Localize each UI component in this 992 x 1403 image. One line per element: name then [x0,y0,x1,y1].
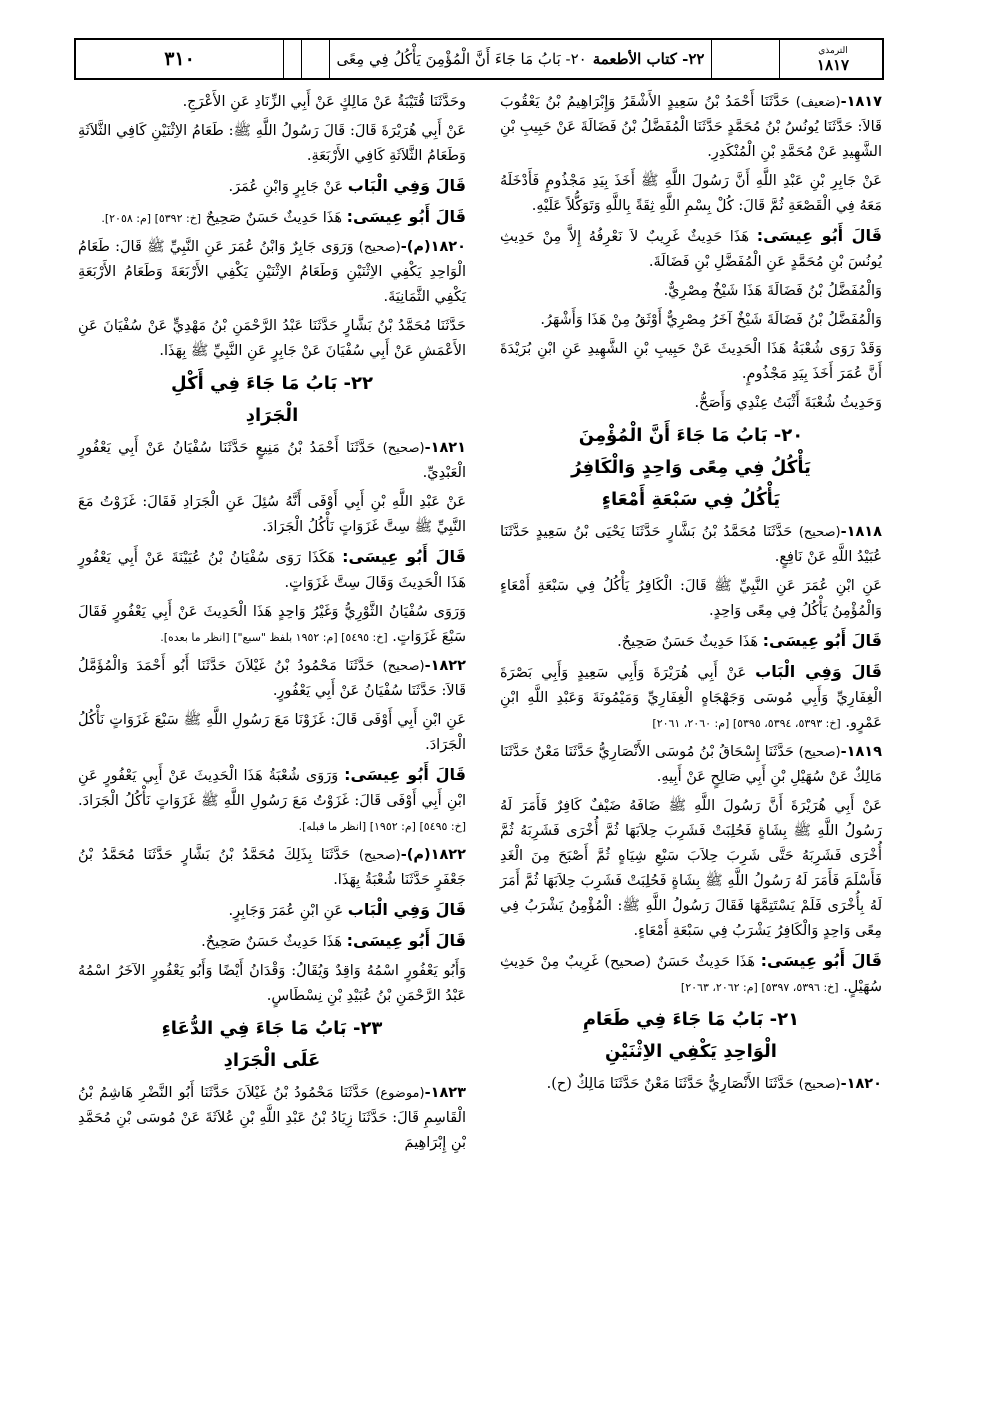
left-column [78,90,466,1160]
chapter-heading-line: يَأْكُلُ فِي مِعًى وَاحِدٍ وَالْكَافِرُ [571,457,811,478]
hadith-1822m [78,843,466,893]
takhrij-ref: [خ: ٥٤٩٥] [م: ١٩٥٢] [انظر ما قبله]. [298,820,466,833]
hadith-1819 [500,740,882,790]
chapter-heading-20 [500,420,882,516]
hadith-sanad: حَدَّثَنَا إِسْحَاقُ بْنُ مُوسَى الأَنْصَارِيُّ حَدَّثَنَا مَعْنٌ حَدَّثَنَا مَالِكٌ عَنْ سُهَيْلِ بْنِ أَبِي صَالِحٍ عَنْ أَبِيهِ. [500,744,882,785]
hadith-1823 [78,1081,466,1156]
hadith-grade: (صحيح) [798,1077,841,1092]
hadith-grade: (صحيح) [382,659,425,674]
hadith-grade: (صحيح) [382,441,425,456]
hadith-sanad: حَدَّثَنَا الأَنْصَارِيُّ حَدَّثَنَا مَعْنٌ حَدَّثَنَا مَالِكٌ (ح). [546,1076,795,1092]
hadith-grade: (صحيح) [358,848,401,863]
takhrij-ref: [خ: ٥٣٩٢] [م: ٢٠٥٨]. [101,212,202,225]
bab-text: عَنْ أَبِي هُرَيْرَةَ وَأَبِي سَعِيدٍ وَأَبِي بَصْرَةَ الْغِفَارِيِّ وَأَبِي مُوسَى وَجَهْجَاهٍ الْغِفَارِيِّ وَمَيْمُونَةَ وَعَبْدِ اللَّهِ ابْنِ عَمْرٍو. [500,665,882,731]
hadith-sanad: حَدَّثَنَا مُحَمَّدُ بْنُ بَشَّارٍ حَدَّثَنَا عَبْدُ الرَّحْمَنِ بْنُ مَهْدِيٍّ عَنْ سُفْيَانَ عَنِ الأَعْمَشِ عَنْ أَبِي سُفْيَانَ عَنْ جَابِرٍ عَنِ النَّبِيِّ ﷺ بِهَذَا. [78,318,466,359]
abu-isa-comment [78,204,466,231]
abu-isa-text: هَكَذَا رَوَى سُفْيَانُ بْنُ عُيَيْنَةَ عَنْ أَبِي يَعْفُورٍ هَذَا الْحَدِيثَ وَقَالَ سِتَّ غَزَوَاتٍ. [78,550,466,591]
note-text: وَرَوَى سُفْيَانُ الثَّوْرِيُّ وَغَيْرُ وَاحِدٍ هَذَا الْحَدِيثَ عَنْ أَبِي يَعْفُورٍ فَقَالَ سَبْعَ غَزَوَاتٍ. [78,604,466,645]
abu-isa-comment [78,928,466,955]
chapter-heading-22 [78,368,466,432]
hadith-1818 [500,520,882,570]
hadith-matn: عَنْ جَابِرِ بْنِ عَبْدِ اللَّهِ أَنَّ رَسُولَ اللَّهِ ﷺ أَخَذَ بِيَدِ مَجْذُومٍ فَأَدْخَلَهُ مَعَهُ فِي الْقَصْعَةِ ثُمَّ قَالَ: كُلْ بِسْمِ اللَّهِ ثِقَةً بِاللَّهِ وَتَوَكُّلاً عَلَيْهِ. [500,173,882,214]
hadith-sanad: وحَدَّثَنَا قُتَيْبَةُ عَنْ مَالِكٍ عَنْ أَبِي الزِّنَادِ عَنِ الأَعْرَجِ. [182,94,466,110]
note [78,600,466,650]
abu-isa-label: قَالَ أَبُو عِيسَى: [756,226,883,245]
abu-isa-text: هَذَا حَدِيثٌ حَسَنٌ صَحِيحٌ [205,210,343,226]
hadith-grade: (صحيح) [358,240,401,255]
hadith-number: ١٨١٧- [840,94,882,110]
hadith-sanad: حَدَّثَنَا أَحْمَدُ بْنُ سَعِيدٍ الأَشْقَرُ وَإِبْرَاهِيمُ بْنُ يَعْقُوبَ قَالاَ: حَدَّثَنَا يُونُسُ بْنُ مُحَمَّدٍ حَدَّثَنَا الْمُفَضَّلُ بْنُ فَضَالَةَ عَنْ حَبِيبِ بْنِ الشَّهِيدِ عَنْ مُحَمَّدِ بْنِ الْمُنْكَدِرِ. [500,94,882,160]
chapter-heading-line: عَلَى الْجَرَادِ [223,1050,321,1071]
hadith-sanad: حَدَّثَنَا مُحَمَّدُ بْنُ بَشَّارٍ حَدَّثَنَا يَحْيَى بْنُ سَعِيدٍ حَدَّثَنَا عُبَيْدُ اللَّهِ عَنْ نَافِعٍ. [500,524,882,565]
note: وَالْمُفَضَّلُ بْنُ فَضَالَةَ شَيْخٌ آخَرُ مِصْرِيٌّ أَوْثَقُ مِنْ هَذَا وَأَشْهَرُ. [540,312,882,328]
abu-isa-label: قَالَ أَبُو عِيسَى: [762,631,882,650]
page-number: ٣١٠ [76,40,284,78]
bab-reference [78,173,466,200]
right-column [500,90,882,1101]
takhrij-ref: [خ: ٥٣٩٦، ٥٣٩٧] [م: ٢٠٦٢، ٢٠٦٣] [680,981,839,994]
chapter-heading-line: ٢٢- بَابُ مَا جَاءَ فِي أَكْلِ [171,373,373,394]
hadith-sanad: حَدَّثَنَا مَحْمُودُ بْنُ غَيْلاَنَ حَدَّثَنَا أَبُو النَّضْرِ هَاشِمُ بْنُ الْقَاسِمِ قَالَ: حَدَّثَنَا زِيَادُ بْنُ عَبْدِ اللَّهِ بْنِ عُلاَثَةَ عَنْ مُوسَى بْنِ مُحَمَّدِ بْنِ إِبْرَاهِيمَ [78,1085,466,1151]
hadith-grade: (صحيح) [798,745,841,760]
collection-reference [780,40,886,78]
hadith-number: ١٨٢٢- [424,658,466,674]
bab-label: قَالَ وَفِي الْبَاب [755,662,883,681]
chapter-heading-23 [78,1013,466,1077]
chapter-title: ٢٠- بَابُ مَا جَاءَ أَنَّ الْمُؤْمِنَ يَأْكُلُ فِي مِعًى [336,50,587,68]
abu-isa-text: وَرَوَى شُعْبَةُ هَذَا الْحَدِيثَ عَنْ أَبِي يَعْفُورٍ عَنِ ابْنِ أَبِي أَوْفَى قَالَ: غَزَوْتُ مَعَ رَسُولِ اللَّهِ ﷺ غَزَوَاتٍ نَأْكُلُ الْجَرَادَ. [78,768,466,809]
abu-isa-label: قَالَ أَبُو عِيسَى: [346,207,466,226]
bab-label: قَالَ وَفِي الْبَاب [347,176,466,195]
hadith-grade: (صحيح) [798,525,841,540]
bab-label: قَالَ وَفِي الْبَاب [347,900,466,919]
bab-text: عَنِ ابْنِ عُمَرَ وَجَابِرٍ. [228,903,344,919]
abu-isa-text: هَذَا حَدِيثٌ غَرِيبٌ لاَ نَعْرِفُهُ إِلاَّ مِنْ حَدِيثِ يُونُسَ بْنِ مُحَمَّدٍ عَنِ الْمُفَضَّلِ بْنِ فَضَالَةَ. [500,229,882,270]
note: وَقَدْ رَوَى شُعْبَةُ هَذَا الْحَدِيثَ عَنْ حَبِيبِ بْنِ الشَّهِيدِ عَنِ ابْنِ بُرَيْدَةَ أَنَّ عُمَرَ أَخَذَ بِيَدِ مَجْذُومٍ. [500,341,882,382]
chapter-heading-line: الْجَرَادِ [245,405,299,426]
note: وَحَدِيثُ شُعْبَةَ أَثْبَتُ عِنْدِي وَأَصَحُّ. [694,395,882,411]
abu-isa-text: هَذَا حَدِيثٌ حَسَنٌ صَحِيحٌ. [201,934,343,950]
hadith-text: وَرَوَى جَابِرٌ وَابْنُ عُمَرَ عَنِ النَّبِيِّ ﷺ قَالَ: طَعَامُ الْوَاحِدِ يَكْفِي الاِثْنَيْنِ وَطَعَامُ الاِثْنَيْنِ يَكْفِي الأَرْبَعَةَ وَطَعَامُ الأَرْبَعَةِ يَكْفِي الثَّمَانِيَةَ. [78,239,466,305]
abu-isa-text: هَذَا حَدِيثٌ حَسَنٌ صَحِيحٌ. [617,634,759,650]
running-title [330,40,712,78]
chapter-heading-line: ٢١- بَابُ مَا جَاءَ فِي طَعَامِ [582,1009,800,1030]
note: وَالْمُفَضَّلُ بْنُ فَضَالَةَ هَذَا شَيْخٌ مِصْرِيٌّ. [663,283,882,299]
abu-isa-comment [78,762,466,839]
hadith-number: ١٨٢٠(م)- [400,239,466,255]
hadith-number: ١٨٢٣- [424,1085,467,1101]
abu-isa-comment [500,948,882,1000]
hadith-sanad: حَدَّثَنَا بِذَلِكَ مُحَمَّدُ بْنُ بَشَّارٍ حَدَّثَنَا مُحَمَّدُ بْنُ جَعْفَرٍ حَدَّثَنَا شُعْبَةُ بِهَذَا. [78,847,466,888]
hadith-1817 [500,90,882,165]
hadith-grade: (موضوع) [375,1086,425,1101]
abu-isa-label: قَالَ أَبُو عِيسَى: [760,951,882,970]
abu-isa-comment [78,544,466,596]
hadith-number: ١٨٢٠- [840,1076,882,1092]
header-divider-cell [712,40,780,78]
abu-isa-comment [500,628,882,655]
hadith-matn: عَنْ أَبِي هُرَيْرَةَ قَالَ: قَالَ رَسُولُ اللَّهِ ﷺ: طَعَامُ الاِثْنَيْنِ كَافِي الثَّلاَثَةِ وَطَعَامُ الثَّلاَثَةِ كَافِي الأَرْبَعَةِ. [78,123,466,164]
chapter-heading-line: ٢٠- بَابُ مَا جَاءَ أَنَّ الْمُؤْمِنَ [578,425,804,446]
takhrij-ref: [خ: ٥٤٩٥] [م: ١٩٥٢ بلفظ "سبع"] [انظر ما بعده]. [160,631,388,644]
hadith-1820 [500,1072,882,1097]
hadith-matn: عَنِ ابْنِ عُمَرَ عَنِ النَّبِيِّ ﷺ قَالَ: الْكَافِرُ يَأْكُلُ فِي سَبْعَةِ أَمْعَاءٍ وَالْمُؤْمِنُ يَأْكُلُ فِي مِعًى وَاحِدٍ. [500,578,883,619]
page-header [74,38,884,80]
hadith-1822 [78,654,466,704]
abu-isa-label: قَالَ أَبُو عِيسَى: [344,765,467,784]
hadith-matn: عَنِ ابْنِ أَبِي أَوْفَى قَالَ: غَزَوْنَا مَعَ رَسُولِ اللَّهِ ﷺ سَبْعَ غَزَوَاتٍ نَأْكُلُ الْجَرَادَ. [78,712,466,753]
hadith-1820m [78,235,466,310]
hadith-1821 [78,436,466,486]
chapter-heading-line: يَأْكُلُ فِي سَبْعَةِ أَمْعَاءٍ [601,489,781,510]
hadith-number: ١٨١٩- [840,744,882,760]
hadith-matn: عَنْ أَبِي هُرَيْرَةَ أَنَّ رَسُولَ اللَّهِ ﷺ ضَافَهُ ضَيْفٌ كَافِرٌ فَأَمَرَ لَهُ رَسُولُ اللَّهِ ﷺ بِشَاةٍ فَحُلِبَتْ فَشَرِبَ حِلاَبَهَا ثُمَّ أُخْرَى فَشَرِبَهُ ثُمَّ أُخْرَى فَشَرِبَهُ حَتَّى شَرِبَ حِلاَبَ سَبْعِ شِيَاهٍ ثُمَّ أَصْبَحَ مِنَ الْغَدِ فَأَسْلَمَ فَأَمَرَ لَهُ رَسُولُ اللَّهِ ﷺ بِشَاةٍ فَحُلِبَتْ فَشَرِبَ حِلاَبَهَا ثُمَّ أَمَرَ لَهُ بِأُخْرَى فَلَمْ يَسْتَتِمَّهَا فَقَالَ رَسُولُ اللَّهِ ﷺ: الْمُؤْمِنُ يَشْرَبُ فِي مِعًى وَاحِدٍ وَالْكَافِرُ يَشْرَبُ فِي سَبْعَةِ أَمْعَاءٍ. [500,798,882,939]
abu-isa-label: قَالَ أَبُو عِيسَى: [342,547,467,566]
hadith-grade: (ضعيف) [795,95,841,110]
chapter-heading-21 [500,1004,882,1068]
takhrij-ref: [خ: ٥٣٩٣، ٥٣٩٤، ٥٣٩٥] [م: ٢٠٦٠، ٢٠٦١] [652,717,841,730]
hadith-number: ١٨٢٢(م)- [400,847,467,863]
hadith-number: ١٨١٨- [840,524,883,540]
hadith-matn: عَنْ عَبْدِ اللَّهِ بْنِ أَبِي أَوْفَى أَنَّهُ سُئِلَ عَنِ الْجَرَادِ فَقَالَ: غَزَوْتُ مَعَ النَّبِيِّ ﷺ سِتَّ غَزَوَاتٍ نَأْكُلُ الْجَرَادَ. [78,494,466,535]
hadith-sanad: حَدَّثَنَا مَحْمُودُ بْنُ غَيْلاَنَ حَدَّثَنَا أَبُو أَحْمَدَ وَالْمُؤَمَّلُ قَالاَ: حَدَّثَنَا سُفْيَانُ عَنْ أَبِي يَعْفُورٍ. [78,658,466,699]
book-title: ٢٢- كتاب الأطعمة [592,50,705,68]
hadith-range: ١٨١٧ [816,56,850,74]
bab-reference [500,659,882,736]
hadith-sanad: حَدَّثَنَا أَحْمَدُ بْنُ مَنِيعٍ حَدَّثَنَا سُفْيَانُ عَنْ أَبِي يَعْفُورٍ الْعَبْدِيِّ. [78,440,466,481]
bab-reference [78,897,466,924]
collection-name: الترمذي [818,46,848,56]
abu-isa-label: قَالَ أَبُو عِيسَى: [346,931,466,950]
bab-text: عَنْ جَابِرٍ وَابْنِ عُمَرَ. [228,179,344,195]
abu-isa-text: هَذَا حَدِيثٌ حَسَنٌ (صحيح) غَرِيبٌ مِنْ حَدِيثِ سُهَيْلٍ. [500,954,882,995]
chapter-heading-line: ٢٣- بَابُ مَا جَاءَ فِي الدُّعَاءِ [161,1018,383,1039]
abu-isa-comment [500,223,882,275]
chapter-heading-line: الْوَاحِدِ يَكْفِي الاِثْنَيْنِ [605,1041,777,1062]
note: وَأَبُو يَعْفُورٍ اسْمُهُ وَاقِدٌ وَيُقَالُ: وَقْدَانُ أَيْضًا وَأَبُو يَعْفُورٍ الآخَرُ اسْمُهُ عَبْدُ الرَّحْمَنِ بْنُ عُبَيْدِ بْنِ نِسْطَاسٍ. [78,963,466,1004]
header-divider-cell [284,40,302,78]
header-divider-cell [302,40,330,78]
hadith-number: ١٨٢١- [424,440,466,456]
